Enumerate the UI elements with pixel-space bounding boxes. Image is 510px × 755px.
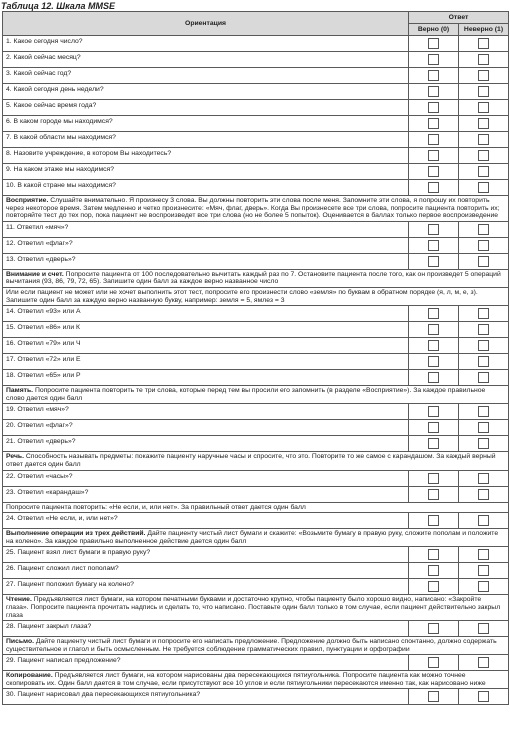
question-text: 4. Какой сегодня день недели? [3, 84, 409, 100]
question-row [3, 221, 509, 237]
question-row [3, 420, 509, 436]
incorrect-cell [459, 306, 509, 322]
correct-cell [409, 100, 459, 116]
correct-checkbox[interactable] [428, 372, 439, 383]
correct-cell [409, 180, 459, 196]
correct-cell [409, 253, 459, 269]
question-row [3, 547, 509, 563]
incorrect-cell [459, 579, 509, 595]
correct-checkbox[interactable] [428, 489, 439, 500]
section-heading: Чтение. [6, 596, 32, 604]
incorrect-checkbox[interactable] [478, 308, 489, 319]
question-text: 8. Назовите учреждение, в котором Вы находитесь? [3, 148, 409, 164]
instruction-body: Дайте пациенту чистый лист бумаги и скажите: «Возьмите бумагу в правую руку, сложите пополам и положите на колено». За каждое правильно выполненное действие дается один балл [6, 530, 499, 545]
question-row [3, 513, 509, 529]
question-row [3, 116, 509, 132]
correct-cell [409, 370, 459, 386]
correct-checkbox[interactable] [428, 166, 439, 177]
question-text: 29. Пациент написал предложение? [3, 655, 409, 671]
question-text: 24. Ответил «Не если, и, или нет»? [3, 513, 409, 529]
correct-checkbox[interactable] [428, 422, 439, 433]
incorrect-cell [459, 563, 509, 579]
correct-checkbox[interactable] [428, 549, 439, 560]
incorrect-cell [459, 436, 509, 452]
section-heading: Письмо. [6, 638, 35, 646]
instruction-row [3, 287, 509, 305]
incorrect-cell [459, 322, 509, 338]
instruction-row [3, 386, 509, 404]
correct-cell [409, 306, 459, 322]
correct-checkbox[interactable] [428, 691, 439, 702]
instruction-row [3, 196, 509, 222]
incorrect-checkbox[interactable] [478, 356, 489, 367]
correct-cell [409, 436, 459, 452]
correct-checkbox[interactable] [428, 581, 439, 592]
correct-checkbox[interactable] [428, 38, 439, 49]
incorrect-cell [459, 370, 509, 386]
correct-checkbox[interactable] [428, 118, 439, 129]
incorrect-checkbox[interactable] [478, 256, 489, 267]
incorrect-checkbox[interactable] [478, 489, 489, 500]
correct-checkbox[interactable] [428, 406, 439, 417]
incorrect-checkbox[interactable] [478, 86, 489, 97]
incorrect-header: Неверно (1) [459, 24, 509, 36]
incorrect-checkbox[interactable] [478, 691, 489, 702]
question-text: 18. Ответил «65» или Р [3, 370, 409, 386]
incorrect-cell [459, 52, 509, 68]
incorrect-checkbox[interactable] [478, 102, 489, 113]
correct-cell [409, 655, 459, 671]
incorrect-cell [459, 132, 509, 148]
incorrect-cell [459, 148, 509, 164]
correct-checkbox[interactable] [428, 340, 439, 351]
question-row [3, 36, 509, 52]
question-row [3, 68, 509, 84]
question-text: 14. Ответил «93» или А [3, 306, 409, 322]
correct-checkbox[interactable] [428, 256, 439, 267]
section-heading: Память. [6, 387, 34, 395]
incorrect-checkbox[interactable] [478, 54, 489, 65]
correct-checkbox[interactable] [428, 308, 439, 319]
correct-cell [409, 486, 459, 502]
incorrect-cell [459, 404, 509, 420]
question-text: 15. Ответил «86» или К [3, 322, 409, 338]
incorrect-checkbox[interactable] [478, 118, 489, 129]
correct-checkbox[interactable] [428, 515, 439, 526]
incorrect-cell [459, 68, 509, 84]
question-row [3, 689, 509, 705]
incorrect-checkbox[interactable] [478, 150, 489, 161]
question-text: 11. Ответил «мяч»? [3, 221, 409, 237]
correct-cell [409, 338, 459, 354]
answer-header: Ответ [409, 12, 509, 24]
correct-cell [409, 579, 459, 595]
incorrect-cell [459, 237, 509, 253]
incorrect-cell [459, 420, 509, 436]
instruction-body: Попросите пациента повторить те три слова, которые перед тем вы просили его запомнить (в разделе «Восприятие»). За каждое правильное слово дается один балл [6, 387, 486, 402]
correct-checkbox[interactable] [428, 102, 439, 113]
incorrect-cell [459, 513, 509, 529]
incorrect-checkbox[interactable] [478, 372, 489, 383]
question-text: 6. В каком городе мы находимся? [3, 116, 409, 132]
incorrect-cell [459, 689, 509, 705]
incorrect-cell [459, 164, 509, 180]
incorrect-cell [459, 221, 509, 237]
incorrect-cell [459, 116, 509, 132]
correct-cell [409, 354, 459, 370]
section-heading: Выполнение операции из трех действий. [6, 530, 146, 538]
table-caption: Таблица 12. Шкала MMSE [1, 1, 115, 11]
instruction-body: Попросите пациента от 100 последовательно вычитать каждый раз по 7. Остановите пациента после того, как он произведет 5 операций вычитания (93, 86, 79, 72, 65). Запишите один балл за каждое верно названное число [6, 270, 501, 286]
incorrect-checkbox[interactable] [478, 70, 489, 81]
correct-cell [409, 68, 459, 84]
question-row [3, 132, 509, 148]
correct-checkbox[interactable] [428, 224, 439, 235]
question-row [3, 322, 509, 338]
instruction-body: Слушайте внимательно. Я произнесу 3 слова. Вы должны повторить эти слова после меня. Запомните эти слова, я попрошу их повторить через некоторое время. Затем медленно и четко произнесите: «Мяч, флаг, дверь». Когда Вы произнесете все три слова, попросите пациента повторить их; повторяйте тест до тех пор, пока пациент не воспроизведет все три слова (но не более 5 попыток). Оценивается в баллах только первое воспроизведение [6, 197, 500, 220]
correct-checkbox[interactable] [428, 324, 439, 335]
correct-checkbox[interactable] [428, 182, 439, 193]
correct-checkbox[interactable] [428, 240, 439, 251]
incorrect-checkbox[interactable] [478, 565, 489, 576]
question-text: 26. Пациент сложил лист пополам? [3, 563, 409, 579]
incorrect-checkbox[interactable] [478, 134, 489, 145]
instruction-body: Или если пациент не может или не хочет выполнить этот тест, попросите его произнести слово «земля» по буквам в обратном порядке (я, л, м, е, з). Запишите один балл за каждую верно названную букву, например: земля = 5, ямлез = 3 [6, 288, 478, 304]
incorrect-cell [459, 621, 509, 637]
correct-cell [409, 689, 459, 705]
question-text: 28. Пациент закрыл глаза? [3, 621, 409, 637]
section-heading: Речь. [6, 453, 24, 461]
instruction-row [3, 637, 509, 655]
question-text: 16. Ответил «79» или Ч [3, 338, 409, 354]
incorrect-checkbox[interactable] [478, 38, 489, 49]
correct-checkbox[interactable] [428, 623, 439, 634]
incorrect-checkbox[interactable] [478, 224, 489, 235]
correct-checkbox[interactable] [428, 565, 439, 576]
question-row [3, 404, 509, 420]
incorrect-cell [459, 338, 509, 354]
question-text: 17. Ответил «72» или Е [3, 354, 409, 370]
incorrect-checkbox[interactable] [478, 549, 489, 560]
question-row [3, 52, 509, 68]
mmse-table [2, 11, 509, 705]
instruction-body: Предъявляется лист бумаги, на котором печатными буквами и достаточно крупно, чтобы пациенту было хорошо видно, написано: «Закройте глаза». Попросите пациента прочитать надпись и сделать то, что написано. Поставьте один балл только в том случае, если пациент действительно закрыл глаза [6, 596, 501, 619]
question-text: 30. Пациент нарисовал два пересекающихся пятиугольника? [3, 689, 409, 705]
correct-cell [409, 116, 459, 132]
incorrect-cell [459, 486, 509, 502]
correct-cell [409, 547, 459, 563]
incorrect-checkbox[interactable] [478, 515, 489, 526]
correct-cell [409, 404, 459, 420]
correct-cell [409, 237, 459, 253]
question-row [3, 655, 509, 671]
correct-cell [409, 420, 459, 436]
instruction-text [3, 502, 509, 513]
instruction-text [3, 269, 509, 287]
question-row [3, 338, 509, 354]
incorrect-checkbox[interactable] [478, 422, 489, 433]
incorrect-checkbox[interactable] [478, 324, 489, 335]
question-text: 23. Ответил «карандаш»? [3, 486, 409, 502]
correct-checkbox[interactable] [428, 657, 439, 668]
correct-checkbox[interactable] [428, 86, 439, 97]
question-text: 27. Пациент положил бумагу на колено? [3, 579, 409, 595]
question-text: 20. Ответил «флаг»? [3, 420, 409, 436]
incorrect-checkbox[interactable] [478, 473, 489, 484]
question-row [3, 180, 509, 196]
question-row [3, 370, 509, 386]
correct-checkbox[interactable] [428, 150, 439, 161]
question-text: 1. Какое сегодня число? [3, 36, 409, 52]
incorrect-checkbox[interactable] [478, 340, 489, 351]
correct-cell [409, 36, 459, 52]
question-row [3, 470, 509, 486]
incorrect-cell [459, 36, 509, 52]
question-row [3, 84, 509, 100]
incorrect-cell [459, 100, 509, 116]
question-text: 9. На каком этаже мы находимся? [3, 164, 409, 180]
correct-cell [409, 221, 459, 237]
incorrect-checkbox[interactable] [478, 182, 489, 193]
incorrect-checkbox[interactable] [478, 581, 489, 592]
incorrect-cell [459, 655, 509, 671]
correct-checkbox[interactable] [428, 134, 439, 145]
incorrect-checkbox[interactable] [478, 438, 489, 449]
incorrect-cell [459, 180, 509, 196]
instruction-body: Попросите пациента повторить: «Не если, и, или нет». За правильный ответ дается один балл [6, 503, 306, 511]
question-row [3, 164, 509, 180]
incorrect-cell [459, 354, 509, 370]
instruction-row [3, 269, 509, 287]
correct-checkbox[interactable] [428, 54, 439, 65]
correct-cell [409, 148, 459, 164]
instruction-text [3, 452, 509, 470]
correct-checkbox[interactable] [428, 473, 439, 484]
incorrect-checkbox[interactable] [478, 657, 489, 668]
correct-cell [409, 513, 459, 529]
incorrect-checkbox[interactable] [478, 406, 489, 417]
question-text: 10. В какой стране мы находимся? [3, 180, 409, 196]
question-text: 3. Какой сейчас год? [3, 68, 409, 84]
correct-checkbox[interactable] [428, 356, 439, 367]
question-row [3, 621, 509, 637]
section-heading: Внимание и счет. [6, 270, 64, 278]
instruction-row [3, 452, 509, 470]
incorrect-cell [459, 547, 509, 563]
question-row [3, 579, 509, 595]
incorrect-cell [459, 470, 509, 486]
correct-cell [409, 52, 459, 68]
question-text: 7. В какой области мы находимся? [3, 132, 409, 148]
question-text: 19. Ответил «мяч»? [3, 404, 409, 420]
instruction-text [3, 595, 509, 621]
instruction-text [3, 196, 509, 222]
correct-checkbox[interactable] [428, 438, 439, 449]
incorrect-cell [459, 253, 509, 269]
question-row [3, 253, 509, 269]
incorrect-checkbox[interactable] [478, 623, 489, 634]
instruction-row [3, 529, 509, 547]
correct-header: Верно (0) [409, 24, 459, 36]
instruction-text [3, 637, 509, 655]
instruction-text [3, 386, 509, 404]
correct-cell [409, 84, 459, 100]
question-row [3, 354, 509, 370]
instruction-text [3, 287, 509, 305]
correct-cell [409, 563, 459, 579]
question-row [3, 100, 509, 116]
section-heading: Копирование. [6, 672, 53, 680]
correct-checkbox[interactable] [428, 70, 439, 81]
incorrect-cell [459, 84, 509, 100]
incorrect-checkbox[interactable] [478, 240, 489, 251]
question-text: 25. Пациент взял лист бумаги в правую руку? [3, 547, 409, 563]
correct-cell [409, 621, 459, 637]
question-row [3, 436, 509, 452]
question-text: 22. Ответил «часы»? [3, 470, 409, 486]
section-heading: Восприятие. [6, 197, 49, 204]
question-text: 5. Какое сейчас время года? [3, 100, 409, 116]
question-text: 12. Ответил «флаг»? [3, 237, 409, 253]
correct-cell [409, 132, 459, 148]
instruction-body: Предъявляется лист бумаги, на котором нарисованы два пересекающихся пятиугольника. Попросите пациента как можно точнее скопировать их. Один балл дается в том случае, если присутствуют все 10 углов и если пятиугольники пересекаются именно так, как нарисовано ниже [6, 672, 486, 687]
question-text: 13. Ответил «дверь»? [3, 253, 409, 269]
question-row [3, 306, 509, 322]
instruction-row [3, 502, 509, 513]
instruction-body: Дайте пациенту чистый лист бумаги и попросите его написать предложение. Предложение должно быть написано спонтанно, должно содержать существительное и глагол и быть осмысленным. Не требуется соблюдение грамматических правил, пунктуации и орфографии [6, 638, 497, 653]
question-row [3, 148, 509, 164]
instruction-text [3, 529, 509, 547]
instruction-text [3, 671, 509, 689]
question-text: 21. Ответил «дверь»? [3, 436, 409, 452]
question-row [3, 237, 509, 253]
instruction-row [3, 595, 509, 621]
question-row [3, 486, 509, 502]
correct-cell [409, 470, 459, 486]
incorrect-checkbox[interactable] [478, 166, 489, 177]
question-row [3, 563, 509, 579]
question-text: 2. Какой сейчас месяц? [3, 52, 409, 68]
instruction-row [3, 671, 509, 689]
orientation-header: Ориентация [3, 12, 409, 36]
correct-cell [409, 322, 459, 338]
instruction-body: Способность называть предметы: покажите пациенту наручные часы и спросите, что это. Повторите то же самое с карандашом. За каждый верный ответ дается один балл [6, 453, 496, 468]
correct-cell [409, 164, 459, 180]
